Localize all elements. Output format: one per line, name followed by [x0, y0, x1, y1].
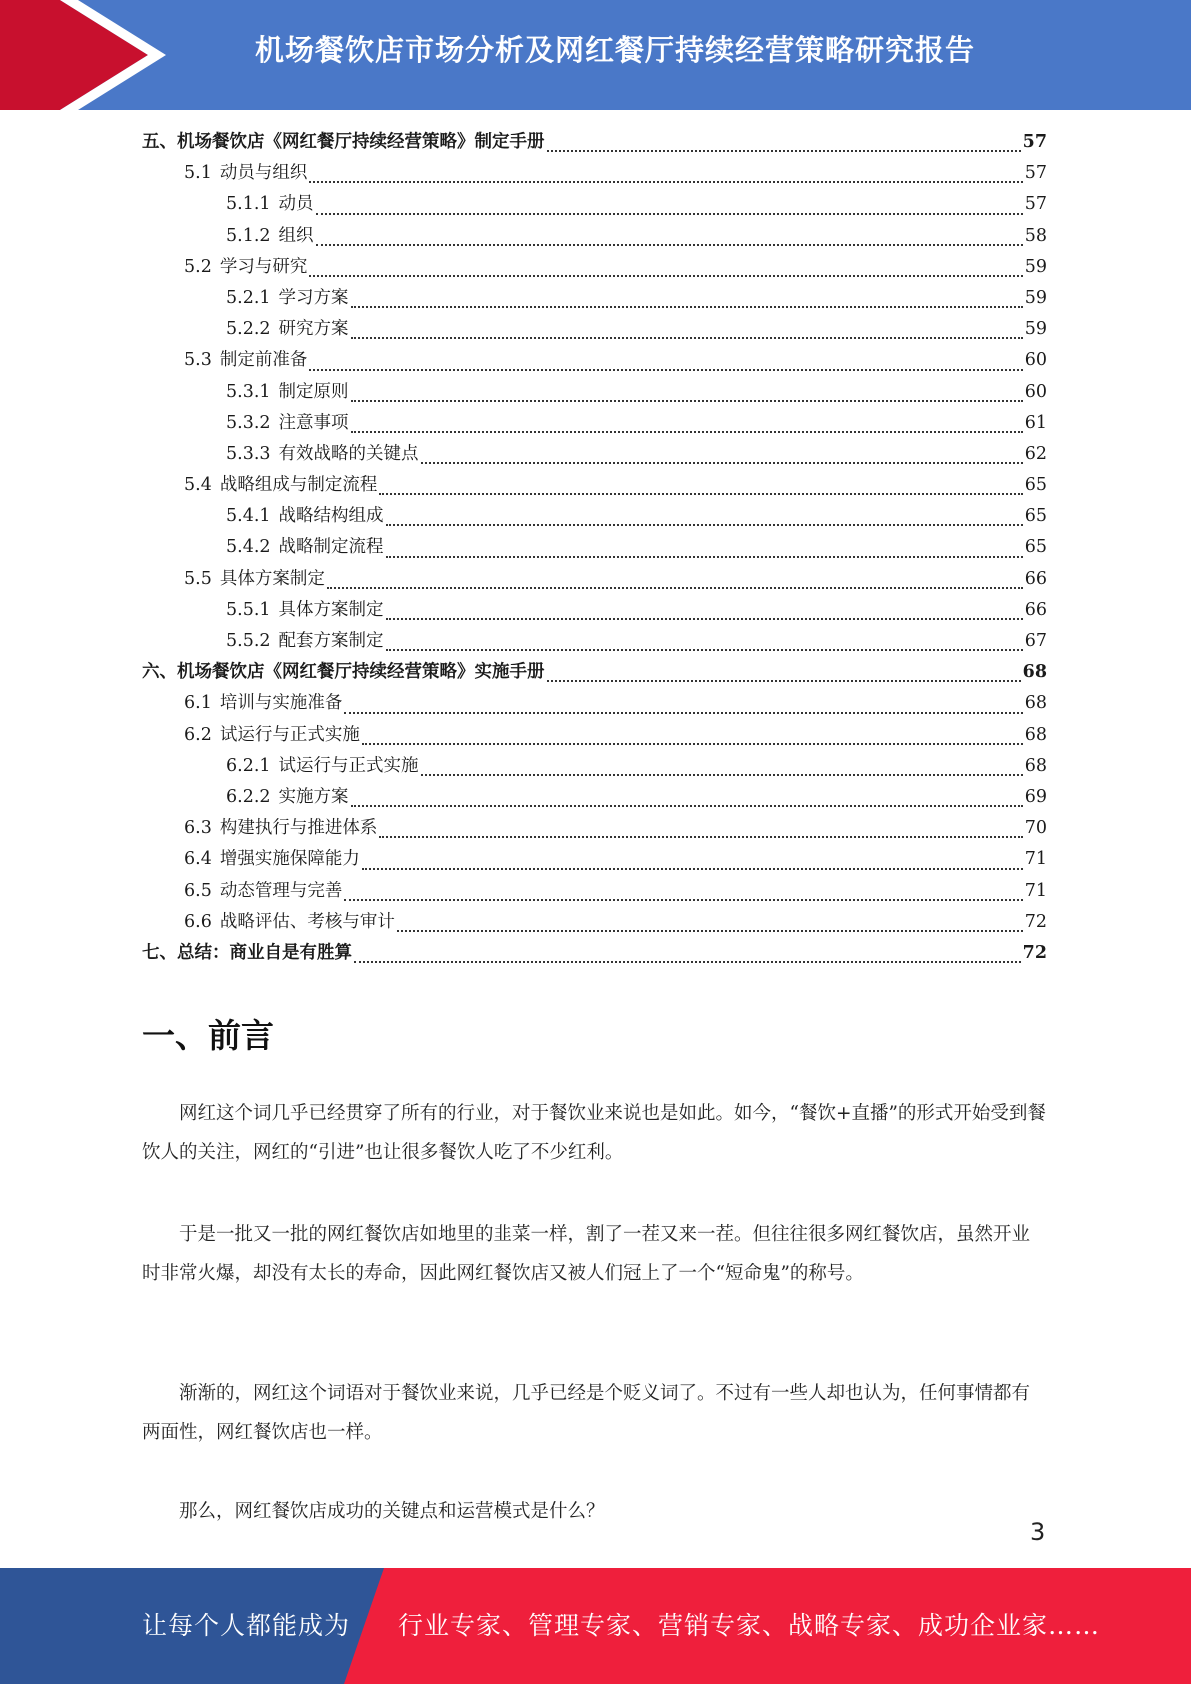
- toc-entry-title: 试运行与正式实施: [219, 724, 360, 745]
- toc-entry-number: 五、: [142, 132, 177, 152]
- header-banner: [0, 0, 1191, 110]
- toc-dot-leader: [397, 929, 1023, 932]
- toc-dot-leader: [344, 898, 1022, 901]
- toc-entry[interactable]: [142, 752, 1047, 783]
- toc-entry-number: 6.5: [184, 880, 212, 901]
- toc-entry-number: 5.2: [184, 256, 212, 277]
- toc-entry-page: 65: [1024, 475, 1047, 496]
- toc-entry-number: 5.1.1: [226, 194, 271, 215]
- toc-dot-leader: [379, 492, 1022, 495]
- toc-entry[interactable]: [142, 908, 1047, 939]
- toc-dot-leader: [309, 274, 1022, 277]
- toc-entry[interactable]: [142, 502, 1047, 533]
- toc-entry-page: 71: [1024, 849, 1047, 870]
- toc-entry-number: 6.4: [184, 849, 212, 870]
- toc-entry-title: 研究方案: [278, 319, 349, 340]
- toc-dot-leader: [351, 430, 1023, 433]
- toc-entry[interactable]: [142, 253, 1047, 284]
- toc-dot-leader: [309, 180, 1022, 183]
- toc-dot-leader: [351, 804, 1023, 807]
- toc-entry-title: 动态管理与完善: [219, 880, 343, 901]
- toc-entry-page: 65: [1024, 537, 1047, 558]
- toc-entry-title: 配套方案制定: [278, 631, 384, 651]
- toc-entry-page: 65: [1024, 506, 1047, 527]
- paragraph-4: 那么，网红餐饮店成功的关键点和运营模式是什么？: [179, 1501, 605, 1522]
- toc-entry-page: 67: [1024, 631, 1047, 651]
- toc-entry-title: 战略制定流程: [278, 537, 384, 558]
- toc-dot-leader: [327, 586, 1023, 589]
- toc-dot-leader: [362, 742, 1023, 745]
- toc-entry[interactable]: [142, 159, 1047, 190]
- paragraph-1: 网红这个词几乎已经贯穿了所有的行业，对于餐饮业来说也是如此。如今，“餐饮+直播”的形式开始受到餐饮人的关注，网红的“引进”也让很多餐饮人吃了不少红利。: [142, 1103, 1046, 1163]
- toc-entry-number: 5.2.2: [226, 319, 271, 340]
- toc-entry-title: 战略组成与制定流程: [219, 475, 378, 496]
- toc-entry-number: 5.5: [184, 568, 212, 589]
- toc-entry-number: 6.1: [184, 693, 212, 714]
- toc-entry[interactable]: [142, 378, 1047, 409]
- toc-entry-title: 总结：商业自是有胜算: [177, 942, 352, 963]
- toc-dot-leader: [547, 149, 1021, 152]
- toc-entry[interactable]: [142, 565, 1047, 596]
- footer-slogan-right: 行业专家、管理专家、营销专家、战略专家、成功企业家……: [398, 1611, 1101, 1640]
- section-heading: 一、前言: [142, 1016, 274, 1055]
- toc-entry-title: 培训与实施准备: [219, 693, 343, 714]
- toc-entry-title: 战略结构组成: [278, 506, 384, 527]
- toc-entry[interactable]: [142, 721, 1047, 752]
- footer-banner: [0, 1568, 1191, 1684]
- toc-entry-page: 61: [1024, 412, 1047, 433]
- toc-entry[interactable]: [142, 939, 1047, 970]
- toc-entry-title: 制定前准备: [219, 350, 308, 371]
- toc-entry-title: 增强实施保障能力: [219, 849, 360, 870]
- toc-entry-title: 实施方案: [278, 786, 349, 807]
- toc-entry[interactable]: [142, 533, 1047, 564]
- toc-entry[interactable]: [142, 877, 1047, 908]
- toc-entry-title: 学习方案: [278, 287, 349, 308]
- toc-entry-page: 62: [1024, 443, 1047, 464]
- toc-entry-title: 战略评估、考核与审计: [219, 911, 395, 932]
- toc-dot-leader: [386, 523, 1023, 526]
- toc-entry-number: 6.2.2: [226, 786, 271, 807]
- toc-entry-page: 66: [1024, 568, 1047, 589]
- toc-entry-page: 72: [1022, 942, 1047, 963]
- toc-entry[interactable]: [142, 128, 1047, 159]
- toc-entry-page: 60: [1024, 350, 1047, 371]
- toc-entry-number: 六、: [142, 662, 177, 683]
- toc-entry[interactable]: [142, 315, 1047, 346]
- toc-dot-leader: [316, 243, 1023, 246]
- toc-entry[interactable]: [142, 845, 1047, 876]
- toc-entry-number: 5.4.1: [226, 506, 271, 527]
- toc-entry-page: 58: [1024, 225, 1047, 246]
- toc-entry-page: 59: [1024, 256, 1047, 277]
- toc-dot-leader: [421, 773, 1023, 776]
- toc-entry-page: 57: [1024, 163, 1047, 184]
- toc-entry-page: 68: [1024, 693, 1047, 714]
- toc-entry-number: 6.3: [184, 818, 212, 839]
- header-red-arrow: [0, 0, 148, 110]
- toc-entry-page: 57: [1022, 132, 1047, 152]
- toc-entry-title: 注意事项: [278, 412, 349, 433]
- toc-entry-title: 试运行与正式实施: [278, 755, 419, 776]
- toc-entry[interactable]: [142, 627, 1047, 658]
- toc-entry-number: 5.1.2: [226, 225, 271, 246]
- toc-dot-leader: [316, 212, 1023, 215]
- toc-entry-number: 5.2.1: [226, 287, 271, 308]
- toc-entry[interactable]: [142, 783, 1047, 814]
- toc-entry[interactable]: [142, 471, 1047, 502]
- toc-dot-leader: [344, 711, 1022, 714]
- toc-entry[interactable]: [142, 658, 1047, 689]
- toc-dot-leader: [421, 461, 1023, 464]
- toc-dot-leader: [351, 305, 1023, 308]
- toc-dot-leader: [386, 648, 1023, 651]
- toc-entry-number: 5.3: [184, 350, 212, 371]
- toc-entry-page: 57: [1024, 194, 1047, 215]
- toc-entry[interactable]: [142, 284, 1047, 315]
- toc-dot-leader: [379, 835, 1022, 838]
- toc-entry-title: 具体方案制定: [278, 599, 384, 620]
- toc-entry-number: 6.2: [184, 724, 212, 745]
- page-number: 3: [1030, 1518, 1046, 1546]
- toc-entry[interactable]: [142, 346, 1047, 377]
- toc-entry[interactable]: [142, 190, 1047, 221]
- toc-entry-title: 机场餐饮店《网红餐厅持续经营策略》实施手册: [177, 662, 545, 683]
- toc-entry[interactable]: [142, 409, 1047, 440]
- toc-entry[interactable]: [142, 440, 1047, 471]
- toc-entry-title: 机场餐饮店《网红餐厅持续经营策略》制定手册: [177, 132, 545, 152]
- toc-entry-page: 72: [1024, 911, 1047, 932]
- toc-entry-page: 59: [1024, 319, 1047, 340]
- toc-entry[interactable]: [142, 222, 1047, 253]
- toc-entry-title: 制定原则: [278, 381, 349, 402]
- toc-entry-title: 有效战略的关键点: [278, 443, 419, 464]
- paragraph-2: 于是一批又一批的网红餐饮店如地里的韭菜一样，割了一茬又来一茬。但往往很多网红餐饮店，虽然开业时非常火爆，却没有太长的寿命，因此网红餐饮店又被人们冠上了一个“短命鬼”的称号。: [142, 1224, 1031, 1284]
- toc-entry-number: 6.2.1: [226, 755, 271, 776]
- toc-dot-leader: [309, 368, 1022, 371]
- toc-entry[interactable]: [142, 814, 1047, 845]
- toc-entry-title: 动员: [278, 194, 314, 215]
- paragraph-3: 渐渐的，网红这个词语对于餐饮业来说，几乎已经是个贬义词了。不过有一些人却也认为，任何事情都有两面性，网红餐饮店也一样。: [142, 1383, 1031, 1443]
- toc-entry-title: 动员与组织: [219, 163, 308, 184]
- toc-entry-number: 5.3.2: [226, 412, 271, 433]
- toc-entry-page: 69: [1024, 786, 1047, 807]
- toc-entry-number: 6.6: [184, 911, 212, 932]
- toc-dot-leader: [386, 617, 1023, 620]
- toc-dot-leader: [351, 399, 1023, 402]
- toc-entry-page: 68: [1024, 755, 1047, 776]
- toc-entry-page: 59: [1024, 287, 1047, 308]
- toc-entry-number: 5.4: [184, 475, 212, 496]
- toc-entry-page: 68: [1024, 724, 1047, 745]
- toc-dot-leader: [362, 867, 1023, 870]
- document-title: 机场餐饮店市场分析及网红餐厅持续经营策略研究报告: [254, 33, 975, 67]
- footer-slogan-left: 让每个人都能成为: [142, 1611, 351, 1640]
- toc-dot-leader: [547, 679, 1021, 682]
- toc-entry-page: 60: [1024, 381, 1047, 402]
- toc-entry-title: 组织: [278, 225, 314, 246]
- table-of-contents: [142, 128, 1047, 970]
- toc-entry-number: 5.1: [184, 163, 212, 184]
- toc-entry-title: 具体方案制定: [219, 568, 325, 589]
- toc-entry-number: 5.4.2: [226, 537, 271, 558]
- toc-entry-title: 学习与研究: [219, 256, 308, 277]
- toc-entry-page: 68: [1022, 662, 1047, 683]
- toc-entry-title: 构建执行与推进体系: [219, 818, 378, 839]
- toc-entry-number: 5.5.1: [226, 599, 271, 620]
- toc-entry-page: 70: [1024, 818, 1047, 839]
- toc-entry[interactable]: [142, 689, 1047, 720]
- toc-entry[interactable]: [142, 596, 1047, 627]
- toc-entry-number: 5.3.1: [226, 381, 271, 402]
- toc-dot-leader: [354, 960, 1021, 963]
- toc-entry-number: 5.5.2: [226, 631, 271, 651]
- toc-entry-page: 71: [1024, 880, 1047, 901]
- toc-entry-number: 5.3.3: [226, 443, 271, 464]
- toc-dot-leader: [386, 555, 1023, 558]
- toc-dot-leader: [351, 336, 1023, 339]
- toc-entry-page: 66: [1024, 599, 1047, 620]
- toc-entry-number: 七、: [142, 942, 177, 963]
